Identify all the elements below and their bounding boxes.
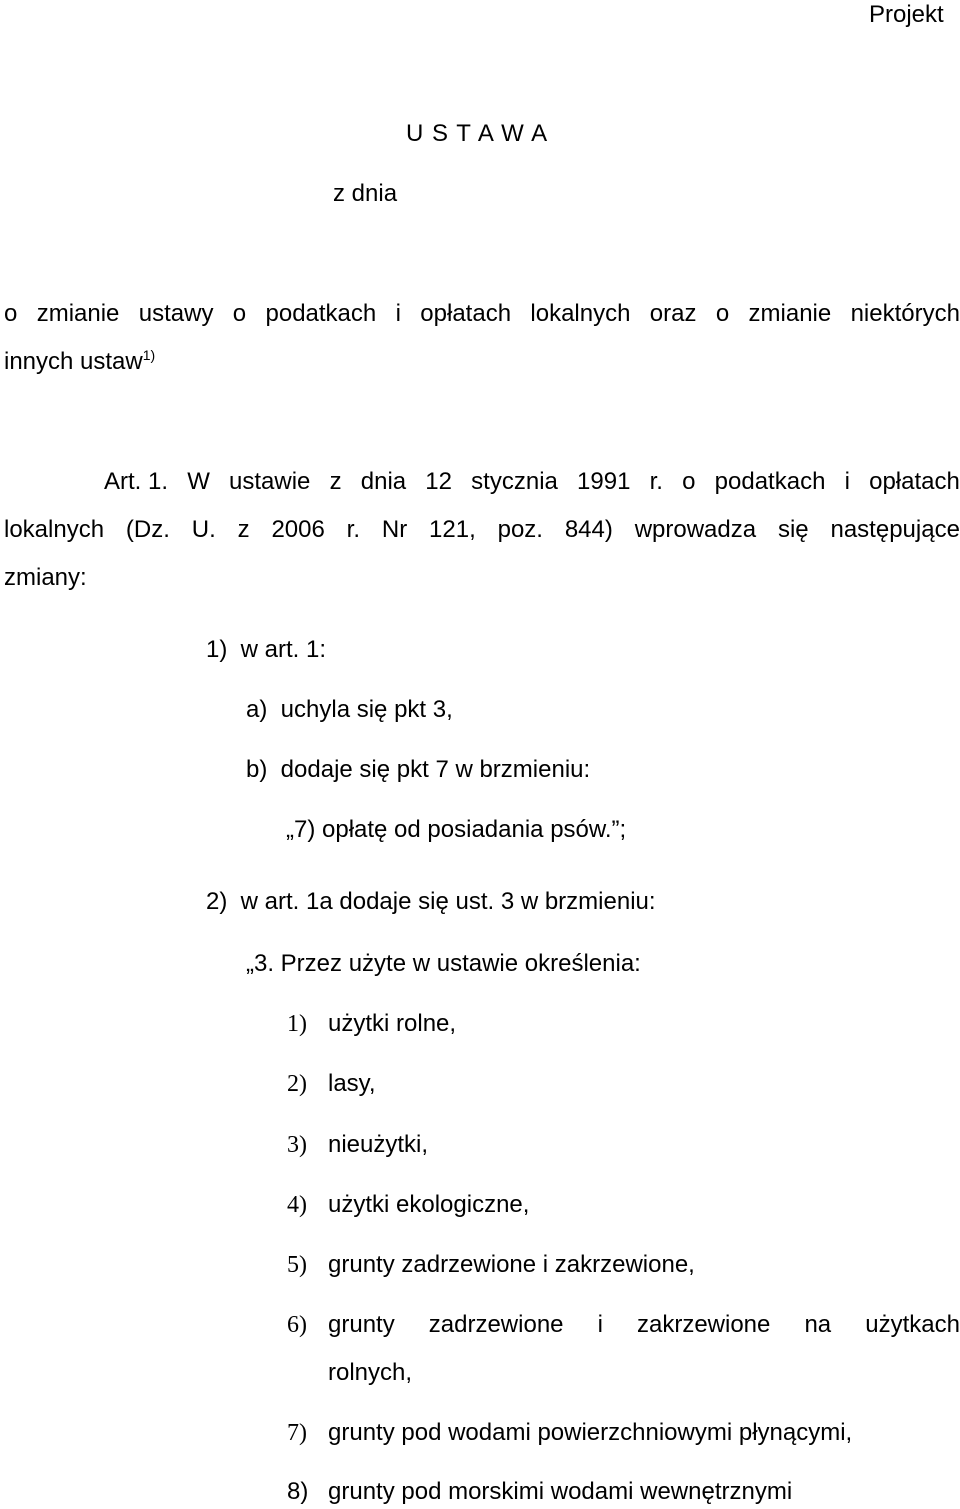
document-status-label: Projekt bbox=[869, 1, 944, 28]
definition-number: 6) bbox=[287, 1312, 307, 1338]
definition-text: grunty pod wodami powierzchniowymi płynącymi, bbox=[328, 1419, 853, 1446]
point-1-b: b) dodaje się pkt 7 w brzmieniu: bbox=[246, 756, 591, 783]
article-1-line-2: lokalnych (Dz. U. z 2006 r. Nr 121, poz. 844) wprowadza się następujące bbox=[4, 516, 960, 543]
document-date-line: z dnia bbox=[333, 180, 398, 207]
definition-text: użytki ekologiczne, bbox=[328, 1191, 530, 1218]
definition-number: 5) bbox=[287, 1252, 307, 1278]
definition-number: 4) bbox=[287, 1192, 307, 1218]
article-1-line-1: Art. 1. W ustawie z dnia 12 stycznia 1991 r. o podatkach i opłatach bbox=[104, 468, 960, 495]
definition-text: grunty pod morskimi wodami wewnętrznymi bbox=[328, 1478, 793, 1505]
definition-number: 3) bbox=[287, 1132, 307, 1158]
definition-text: grunty zadrzewione i zakrzewione na użytkach bbox=[328, 1311, 960, 1338]
definition-text-continuation: rolnych, bbox=[328, 1359, 413, 1386]
subject-line-2: innych ustaw$^{1)}$ bbox=[4, 347, 156, 375]
definition-number: 8) bbox=[287, 1478, 309, 1505]
definition-text: lasy, bbox=[328, 1070, 376, 1097]
definition-text: użytki rolne, bbox=[328, 1010, 457, 1037]
point-1-b-quoted-text: „7) opłatę od posiadania psów.”; bbox=[286, 816, 627, 843]
definition-text: nieużytki, bbox=[328, 1131, 429, 1158]
point-1-a: a) uchyla się pkt 3, bbox=[246, 696, 453, 723]
definition-number: 7) bbox=[287, 1420, 307, 1446]
subject-line-1: o zmianie ustawy o podatkach i opłatach lokalnych oraz o zmianie niektórych bbox=[4, 300, 960, 327]
article-1-line-3: zmiany: bbox=[4, 564, 87, 591]
document-title: U S T A W A bbox=[406, 120, 549, 147]
point-2-quoted-text: „3. Przez użyte w ustawie określenia: bbox=[246, 950, 641, 977]
point-1: 1) w art. 1: bbox=[206, 636, 327, 663]
point-2: 2) w art. 1a dodaje się ust. 3 w brzmieniu: bbox=[206, 888, 656, 915]
article-label: Art. 1. bbox=[104, 468, 169, 495]
footnote-reference[interactable]: 1) bbox=[142, 347, 156, 363]
definition-number: 1) bbox=[287, 1011, 307, 1037]
definition-text: grunty zadrzewione i zakrzewione, bbox=[328, 1251, 695, 1278]
definition-number: 2) bbox=[287, 1071, 307, 1097]
